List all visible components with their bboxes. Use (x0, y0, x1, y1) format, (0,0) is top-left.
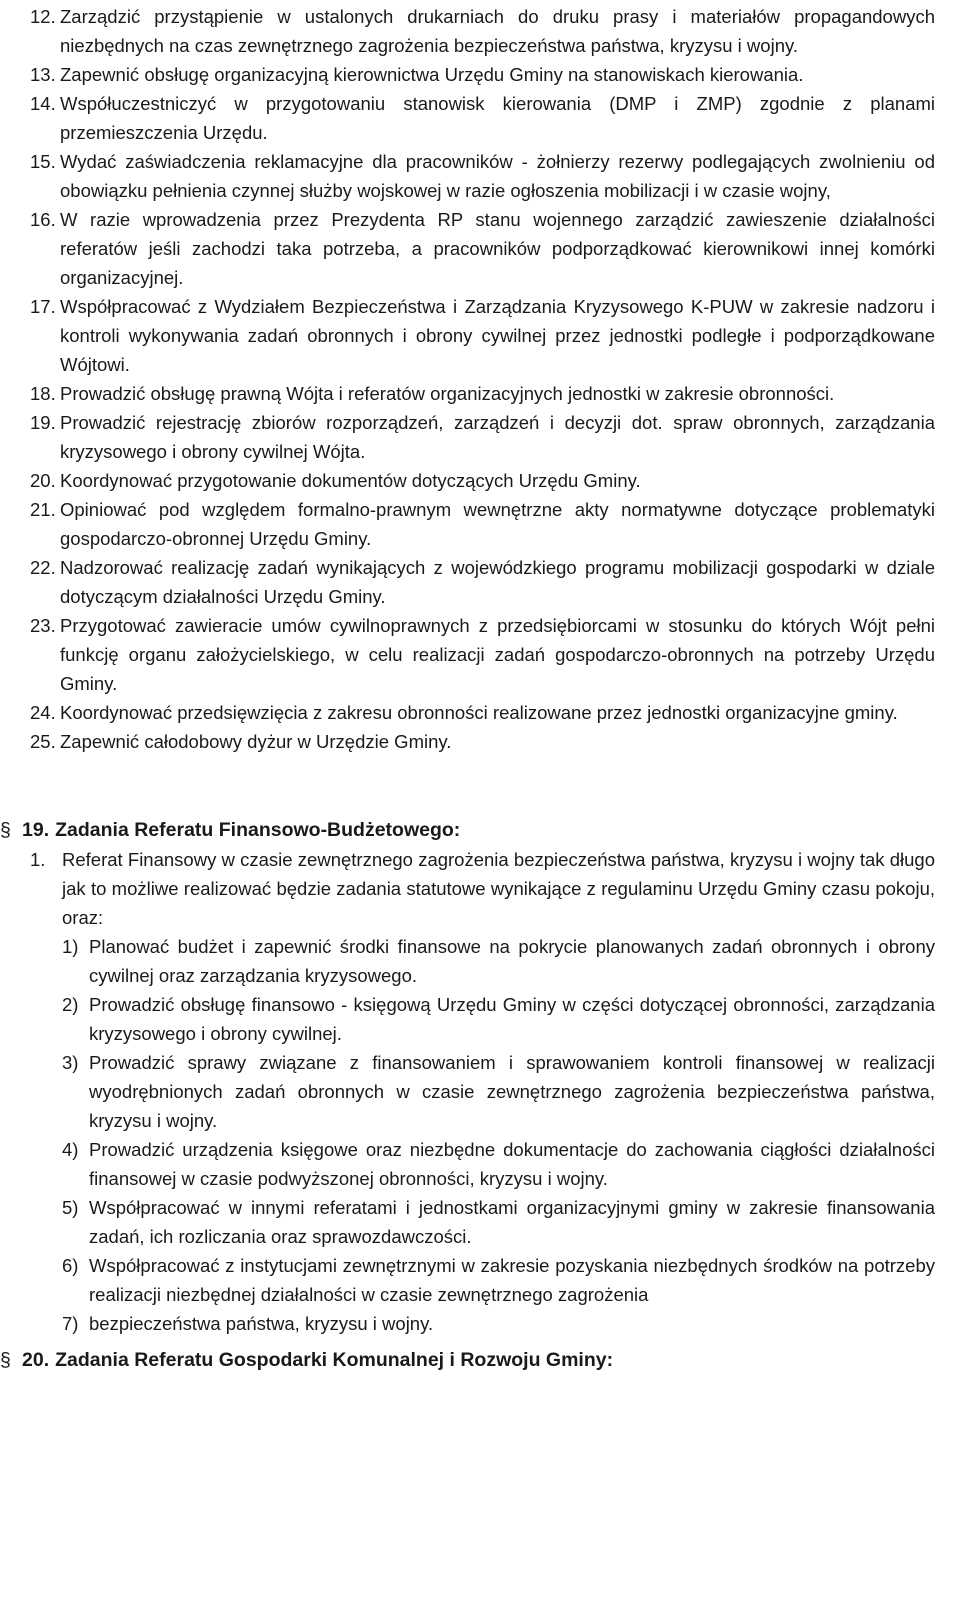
sub-list-item (62, 932, 935, 990)
paragraph-sign: § (0, 1349, 11, 1371)
item-text: Nadzorować realizację zadań wynikających z wojewódzkiego programu mobilizacji gospodarki w dziale dotyczącym działalności Urzędu Gminy. (60, 557, 935, 607)
list-item (30, 698, 935, 727)
list-item (30, 60, 935, 89)
list-item (30, 495, 935, 553)
item-text: Współpracować z Wydziałem Bezpieczeństwa i Zarządzania Kryzysowego K-PUW w zakresie nadzoru i kontroli wykonywania zadań obronnych i obrony cywilnej przez jednostki podległe i podporządkowane Wójtowi. (60, 296, 935, 375)
sub-item-text: Planować budżet i zapewnić środki finansowe na pokrycie planowanych zadań obronnych i obrony cywilnej oraz zarządzania kryzysowego. (89, 936, 935, 986)
sub-list-item (62, 1048, 935, 1135)
sub-list-item (62, 990, 935, 1048)
sub-item-number: 3) (62, 1052, 79, 1073)
list-item (30, 147, 935, 205)
sub-item-text: Prowadzić obsługę finansowo - księgową Urzędu Gminy w części dotyczącej obronności, zarządzania kryzysowego i obrony cywilnej. (89, 994, 935, 1044)
intro-text: Referat Finansowy w czasie zewnętrznego zagrożenia bezpieczeństwa państwa, kryzysu i wojny tak długo jak to możliwe realizować będzie zadania statutowe wynikające z regulaminu Urzędu Gminy czasu pokoju, oraz: (62, 849, 935, 928)
item-text: Prowadzić rejestrację zbiorów rozporządzeń, zarządzeń i decyzji dot. spraw obronnych, zarządzania kryzysowego i obrony cywilnej Wójta. (60, 412, 935, 462)
item-number: 12. (30, 6, 56, 27)
item-text: Zapewnić całodobowy dyżur w Urzędzie Gminy. (60, 731, 452, 752)
list-item (30, 292, 935, 379)
sub-item-number: 4) (62, 1139, 79, 1160)
item-text: Koordynować przygotowanie dokumentów dotyczących Urzędu Gminy. (60, 470, 641, 491)
list-item (30, 205, 935, 292)
item-number: 14. (30, 93, 56, 114)
list-item (30, 727, 935, 756)
section-number: 20. (22, 1349, 50, 1371)
item-number: 20. (30, 470, 56, 491)
sub-item-text: bezpieczeństwa państwa, kryzysu i wojny. (89, 1313, 434, 1334)
item-number: 25. (30, 731, 56, 752)
list-item (30, 89, 935, 147)
item-number: 23. (30, 615, 56, 636)
item-text: Zapewnić obsługę organizacyjną kierownictwa Urzędu Gminy na stanowiskach kierowania. (60, 64, 804, 85)
task-list (30, 2, 935, 756)
item-text: Zarządzić przystąpienie w ustalonych drukarniach do druku prasy i materiałów propagandowych niezbędnych na czas zewnętrznego zagrożenia bezpieczeństwa państwa, kryzysu i wojny. (60, 6, 935, 56)
item-number: 19. (30, 412, 56, 433)
sub-item-text: Współpracować z instytucjami zewnętrznymi w zakresie pozyskania niezbędnych środków na potrzeby realizacji niezbędnej działalności w czasie zewnętrznego zagrożenia (89, 1255, 935, 1305)
list-item (30, 379, 935, 408)
item-number: 17. (30, 296, 56, 317)
sub-list-item (62, 1135, 935, 1193)
item-text: Prowadzić obsługę prawną Wójta i referatów organizacyjnych jednostki w zakresie obronności. (60, 383, 835, 404)
item-text: W razie wprowadzenia przez Prezydenta RP stanu wojennego zarządzić zawieszenie działalności referatów jeśli zachodzi taka potrzeba, a pracowników podporządkować kierownikowi innej komórki organizacyjnej. (60, 209, 935, 288)
item-text: Koordynować przedsięwzięcia z zakresu obronności realizowane przez jednostki organizacyjne gminy. (60, 702, 898, 723)
list-item (30, 553, 935, 611)
sub-item-text: Prowadzić urządzenia księgowe oraz niezbędne dokumentacje do zachowania ciągłości działalności finansowej w czasie podwyższonej obronności, kryzysu i wojny. (89, 1139, 935, 1189)
item-number: 16. (30, 209, 56, 230)
section-title: Zadania Referatu Gospodarki Komunalnej i Rozwoju Gminy: (55, 1349, 614, 1371)
item-number: 22. (30, 557, 56, 578)
sub-item-text: Prowadzić sprawy związane z finansowaniem i sprawowaniem kontroli finansowej w realizacji wyodrębnionych zadań obronnych w czasie zewnętrznego zagrożenia bezpieczeństwa państwa, kryzysu i wojny. (89, 1052, 935, 1131)
sub-item-number: 2) (62, 994, 79, 1015)
section-title: Zadania Referatu Finansowo-Budżetowego: (55, 819, 461, 841)
section-heading (0, 815, 960, 845)
item-text: Wydać zaświadczenia reklamacyjne dla pracowników - żołnierzy rezerwy podlegających zwolnieniu od obowiązku pełnienia czynnej służby wojskowej w razie ogłoszenia mobilizacji i w czasie wojny, (60, 151, 935, 201)
list-item (30, 466, 935, 495)
sub-item-number: 1) (62, 936, 79, 957)
section-19 (0, 815, 960, 1338)
item-number: 15. (30, 151, 56, 172)
section-heading (0, 1345, 960, 1375)
section-body (0, 845, 960, 1338)
item-text: Współuczestniczyć w przygotowaniu stanowisk kierowania (DMP i ZMP) zgodnie z planami przemieszczenia Urzędu. (60, 93, 935, 143)
sub-item-text: Współpracować w innymi referatami i jednostkami organizacyjnymi gminy w zakresie finansowania zadań, ich rozliczania oraz sprawozdawczości. (89, 1197, 935, 1247)
sub-item-number: 7) (62, 1313, 79, 1334)
section-20 (0, 1345, 960, 1375)
section-intro (30, 845, 935, 932)
item-number: 13. (30, 64, 56, 85)
sub-list (62, 932, 935, 1338)
sub-item-number: 6) (62, 1255, 79, 1276)
item-number: 21. (30, 499, 56, 520)
sub-list-item (62, 1309, 935, 1338)
sub-list-item (62, 1251, 935, 1309)
list-item (30, 408, 935, 466)
item-number: 24. (30, 702, 56, 723)
item-number: 1. (30, 849, 46, 870)
list-item (30, 2, 935, 60)
section-number: 19. (22, 819, 50, 841)
list-item (30, 611, 935, 698)
sub-list-item (62, 1193, 935, 1251)
item-number: 18. (30, 383, 56, 404)
sub-item-number: 5) (62, 1197, 79, 1218)
item-text: Opiniować pod względem formalno-prawnym wewnętrzne akty normatywne dotyczące problematyki gospodarczo-obronnej Urzędu Gminy. (60, 499, 935, 549)
item-text: Przygotować zawieracie umów cywilnoprawnych z przedsiębiorcami w stosunku do których Wójt pełni funkcję organu założycielskiego, w celu realizacji zadań gospodarczo-obronnych na potrzeby Urzędu Gminy. (60, 615, 935, 694)
paragraph-sign: § (0, 819, 11, 841)
